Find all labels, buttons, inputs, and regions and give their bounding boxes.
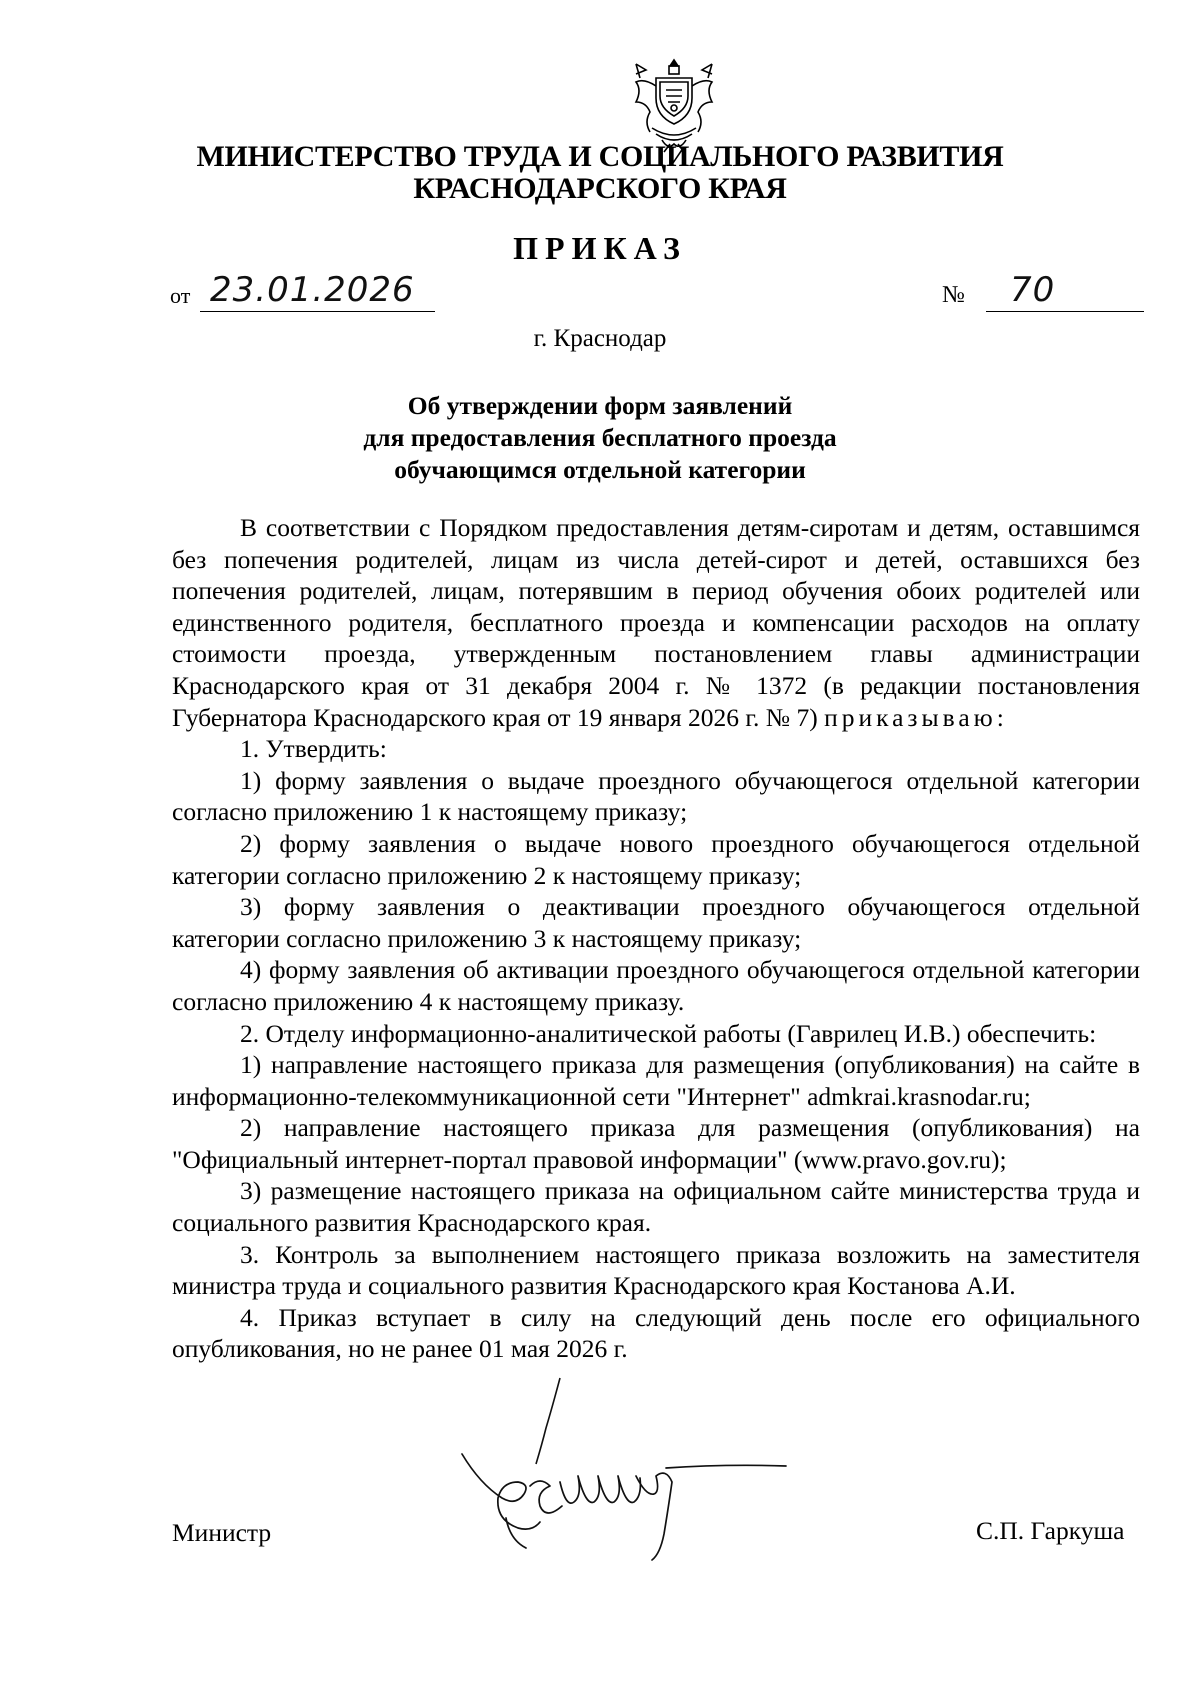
ministry-name-line1: МИНИСТЕРСТВО ТРУДА И СОЦИАЛЬНОГО РАЗВИТИЯ xyxy=(196,140,1004,173)
city-line: г. Краснодар xyxy=(533,325,667,352)
clause-1-1: 1) форму заявления о выдаче проездного обучающегося отдельной категории согласно приложению 1 к настоящему приказу; xyxy=(172,765,1140,827)
number-label: № xyxy=(942,282,965,308)
order-subject xyxy=(0,390,1200,486)
subject-line3: обучающимся отдельной категории xyxy=(394,455,806,484)
clause-2-1: 1) направление настоящего приказа для размещения (опубликования) на сайте в информационно-телекоммуникационной сети "Интернет" admkrai.krasnodar.ru; xyxy=(172,1050,1140,1111)
date-label: от xyxy=(170,283,191,308)
clause-3: 3. Контроль за выполнением настоящего приказа возложить на заместителя министра труда и социального развития Краснодарского края Костанова А.И. xyxy=(172,1239,1140,1301)
handwritten-signature-icon xyxy=(460,1446,790,1570)
date-underline xyxy=(200,311,435,312)
clause-1-3: 3) форму заявления о деактивации проездного обучающегося отдельной категории согласно приложению 3 к настоящему приказу; xyxy=(172,892,1140,953)
clause-1-4: 4) форму заявления об активации проездного обучающегося отдельной категории согласно приложению 4 к настоящему приказу. xyxy=(172,955,1140,1016)
ministry-name-line2: КРАСНОДАРСКОГО КРАЯ xyxy=(413,172,787,205)
clause-4: 4. Приказ вступает в силу на следующий день после его официального опубликования, но не ранее 01 мая 2026 г. xyxy=(172,1302,1140,1364)
order-word: приказываю: xyxy=(824,702,1008,732)
order-number-field xyxy=(942,270,1144,316)
signer-name: С.П. Гаркуша xyxy=(976,1516,1125,1545)
preamble-paragraph xyxy=(172,512,1140,733)
order-body xyxy=(172,512,1140,1365)
signer-position: Министр xyxy=(172,1518,272,1547)
clause-2: 2. Отделу информационно-аналитической работы (Гаврилец И.В.) обеспечить: xyxy=(240,1018,1097,1048)
number-underline xyxy=(986,311,1144,312)
clause-2-2: 2) направление настоящего приказа для размещения (опубликования) на "Официальный интернет-портал правовой информации" (www.pravo.gov.ru); xyxy=(172,1113,1140,1174)
order-date-field xyxy=(170,270,435,316)
document-type-title: ПРИКАЗ xyxy=(513,230,687,266)
handwritten-number: 70 xyxy=(1010,270,1056,310)
handwritten-date: 23.01.2026 xyxy=(210,270,415,310)
clause-2-3: 3) размещение настоящего приказа на официальном сайте министерства труда и социального развития Краснодарского края. xyxy=(172,1176,1140,1238)
subject-line1: Об утверждении форм заявлений xyxy=(407,391,793,420)
subject-line2: для предоставления бесплатного проезда xyxy=(363,423,837,452)
clause-1-2: 2) форму заявления о выдаче нового проездного обучающегося отдельной категории согласно приложению 2 к настоящему приказу; xyxy=(172,828,1140,890)
clause-1: 1. Утвердить: xyxy=(240,734,387,764)
preamble-text: В соответствии с Порядком предоставления детям-сиротам и детям, оставшимся без попечения родителей, лицам из числа детей-сирот и детей, оставшихся без попечения родителей, лицам, потерявшим в период обучения обоих родителей или единственного родителя, бесплатного проезда и компенсации расходов на оплату стоимости проезда, утвержденным постановлением главы администрации Краснодарского края от 31 декабря 2004 г. № 1372 (в редакции постановления Губернатора Краснодарского края от 19 января 2026 г. № 7) xyxy=(172,513,1140,732)
